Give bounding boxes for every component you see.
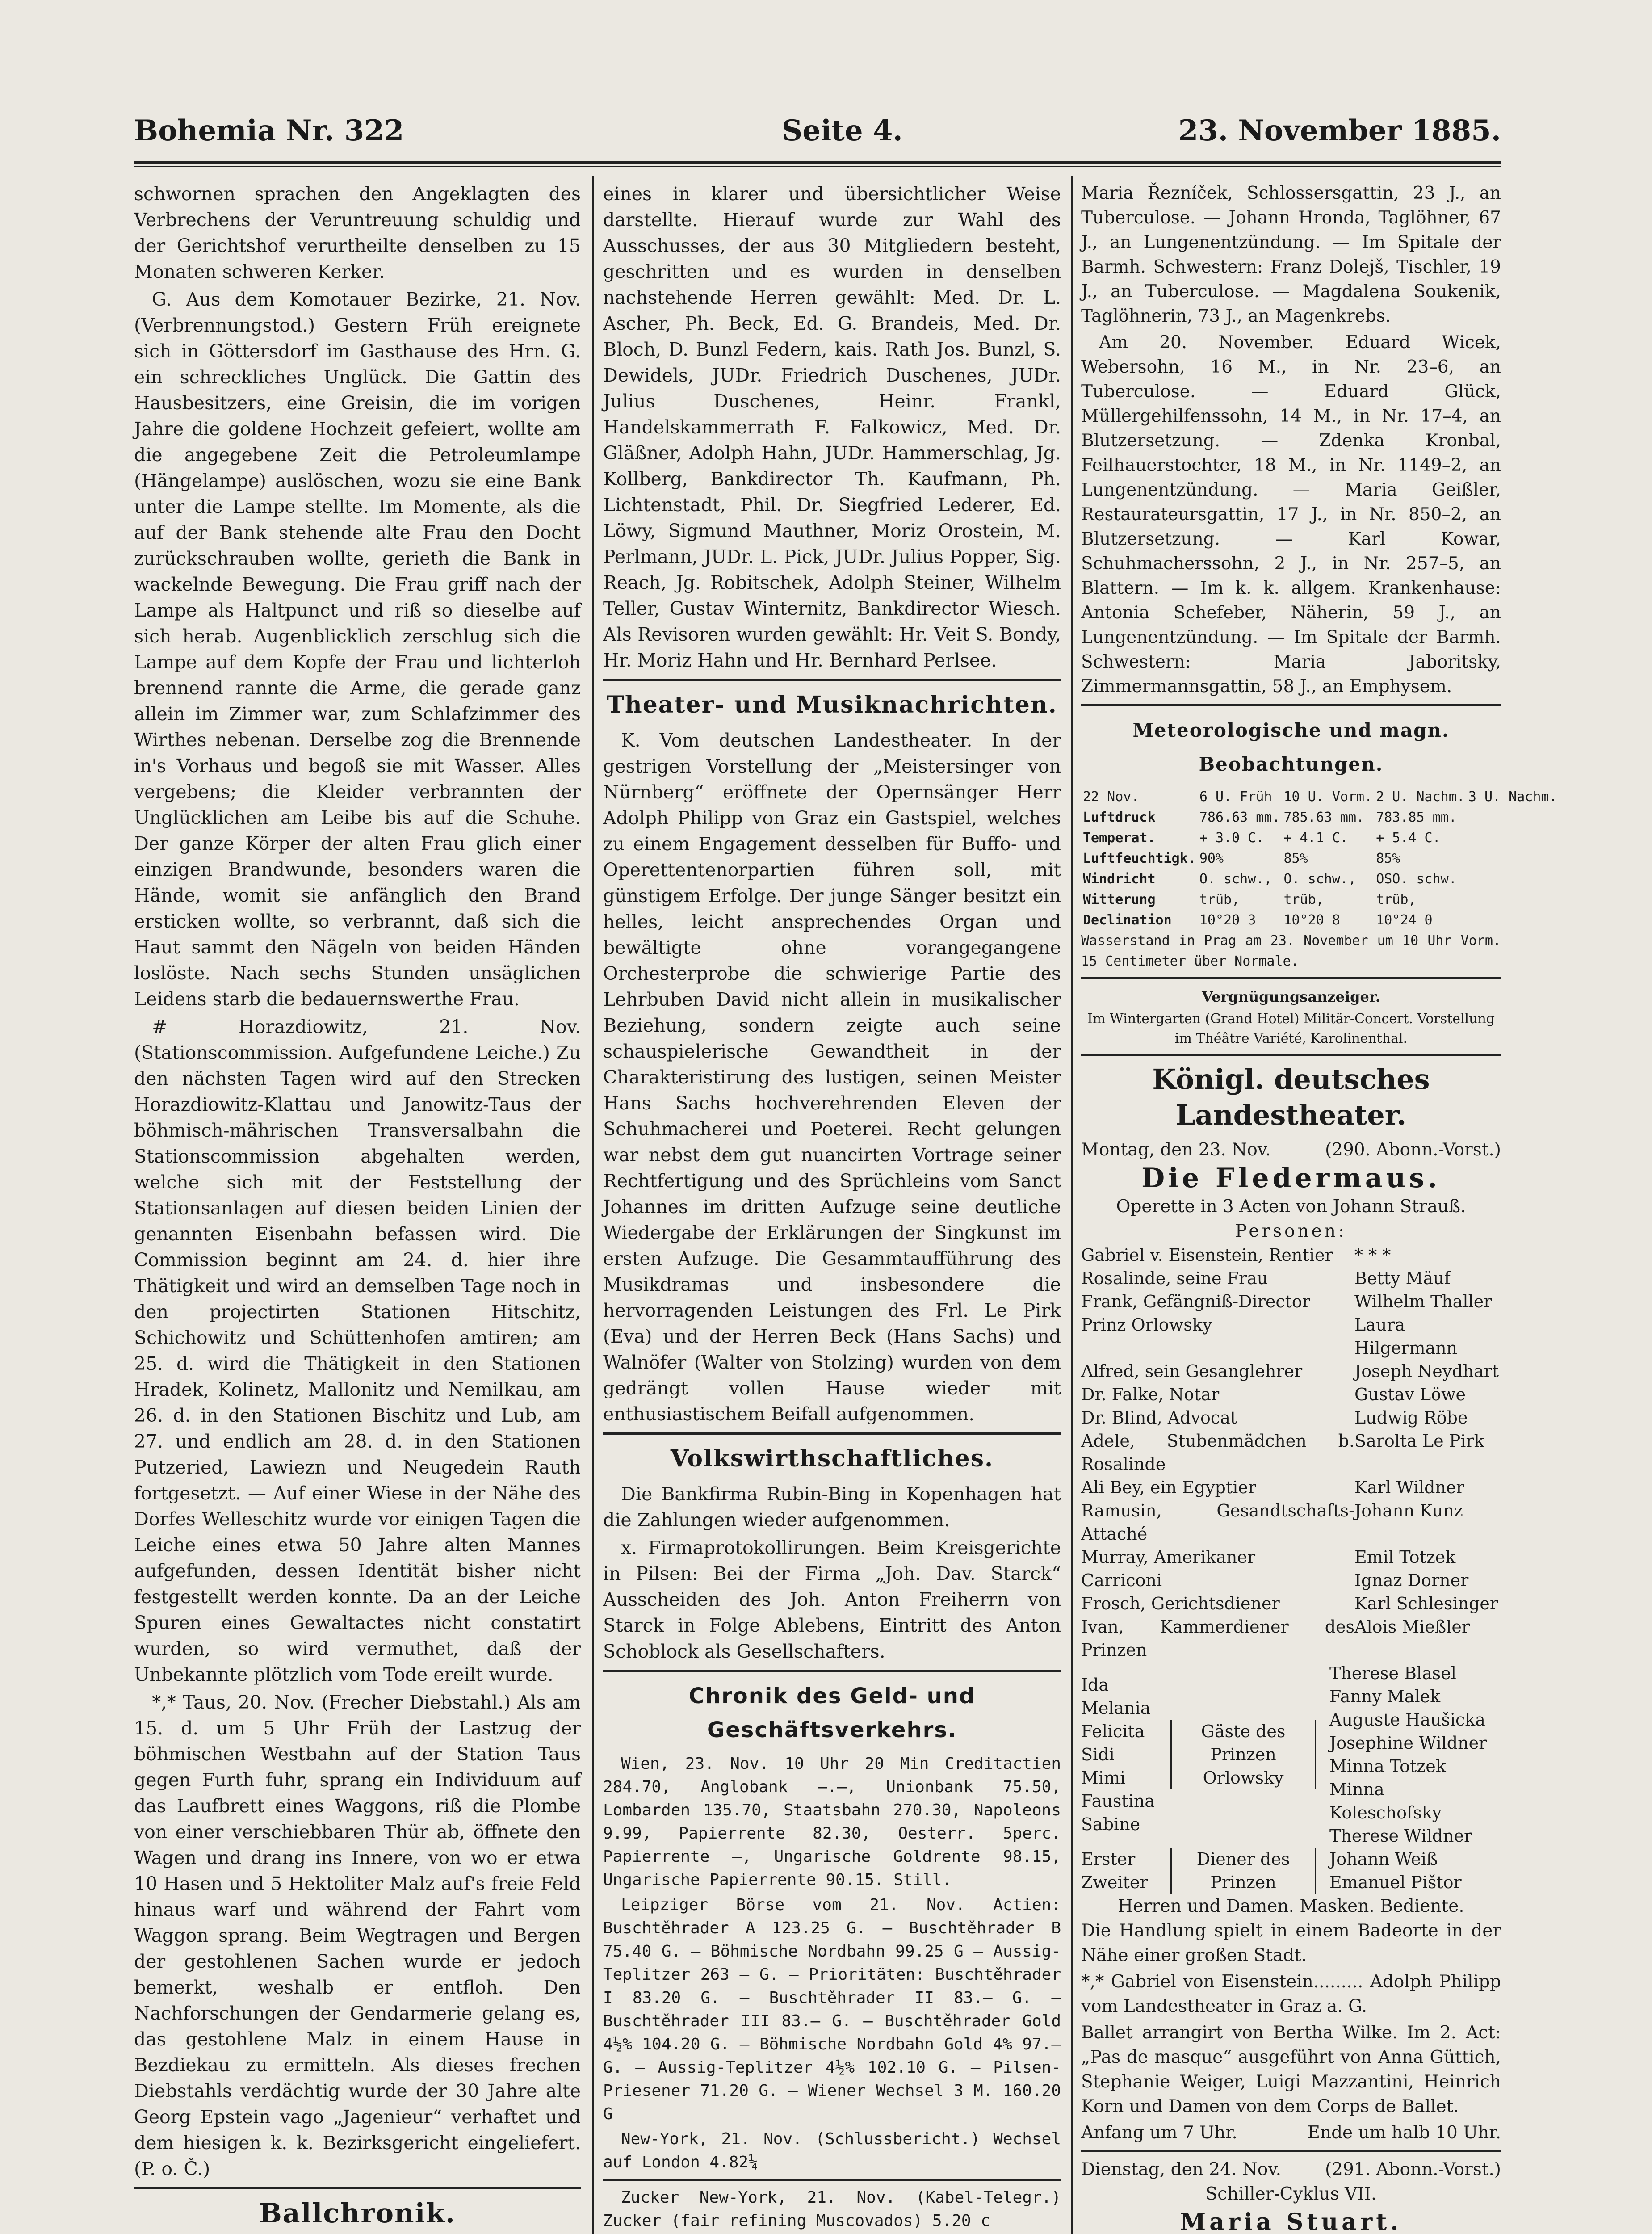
cast-row: Frosch, Gerichtsdiener Karl Schlesinger xyxy=(1081,1594,1498,1613)
diener-label: Diener des Prinzen xyxy=(1170,1848,1316,1894)
schiller-cyklus: Schiller-Cyklus VII. xyxy=(1205,2184,1377,2204)
section-rule xyxy=(603,679,1061,681)
cast-row: Ali Bey, ein Egyptier Karl Wildner xyxy=(1081,1478,1464,1497)
meteo-row: Witterung trüb, trüb, trüb, xyxy=(1083,892,1417,907)
article-horazdiowitz: # Horazdiowitz, 21. Nov. (Stationscommission. Aufgefundene Leiche.) Zu den nächsten Tagen wird auf den Strecken Horazdiowitz-Klattau und Janowitz-Taus der böhmisch-mährischen Transversalbahn die Stationscommission abgehalten werden, welche sich mit der Feststellung der Stationsanlagen auf diesen beiden Linien der genannten Eisenbahn befassen wird. Die Commission beginnt am 24. d. hier ihre Thätigkeit und wird an demselben Tage noch in den projectirten Stationen Hitschitz, Schichowitz und Schüttenhofen amtiren; am 25. d. wird die Thätigkeit in den Stationen Hradek, Kolinetz, Mallonitz und Nemilkau, am 26. d. in den Stationen Bischitz und Lub, am 27. und endlich am 28. d. in den Stationen Putzeried, Lawiezn und Neugedein Rauth fortgesetzt. — Auf einer Wiese in der Nähe des Dorfes Welleschitz wurde vor einigen Tagen die Leiche eines etwa 50 Jahre alten Mannes aufgefunden, dessen Identität bisher nicht festgestellt werden konnte. Da an der Leiche Spuren eines Gewaltactes nicht constatirt wurden, so wird vermuthet, daß der Unbekannte plötzlich vom Tode ereilt wurde. xyxy=(134,1016,581,1685)
cast-list xyxy=(1081,1243,1501,1894)
page-header xyxy=(134,114,1501,154)
article-landestheater: K. Vom deutschen Landestheater. In der gestrigen Vorstellung der „Meistersinger von Nürnberg“ eröffnete der Opernsänger Herr Adolph Philipp von Graz ein Gastspiel, welches zu einem Engagement desselben für Buffo- und Operettentenorpartien führen soll, mit günstigem Erfolge. Der junge Sänger besitzt ein helles, leicht ansprechendes Organ und bewältigte ohne vorangegangene Orchesterprobe die schwierige Partie des Lehrbuben David nicht allein in musikalischer Beziehung, sondern zeigte auch seine schauspielerische Gewandtheit in der Charakteristirung des lustigen, seinen Meister Hans Sachs hochverehrenden Eleven der Schuhmacherei und Poeterei. Recht gelungen war nebst dem gut nuancirten Vortrage seiner Rechtfertigung und des Sprüchleins vom Sanct Johannes im dritten Aufzuge seine deutliche Wiedergabe der Erklärungen der Singkunst im ersten Aufzuge. Die Gesammtaufführung des Musikdramas und insbesondere die hervorragenden Leistungen des Frl. Le Pirk (Eva) und der Herren Beck (Hans Sachs) und Walnöfer (Walter von Stolzing) wurden von dem gedrängt vollen Hause wieder mit enthusiastischem Beifall aufgenommen. xyxy=(603,730,1061,1425)
cast-row: Ivan, Kammerdiener des Prinzen Alois Mießler xyxy=(1081,1617,1470,1660)
cast-row: Prinz Orlowsky Laura Hilgermann xyxy=(1081,1315,1458,1358)
vergnuegungsanzeiger-title: Vergnügungsanzeiger. xyxy=(1202,988,1380,1005)
wasserstand: Wasserstand in Prag am 23. November um 10 Uhr Vorm. 15 Centimeter über Normale. xyxy=(1081,933,1501,969)
section-rule xyxy=(603,1432,1061,1435)
article-firmaprotokoll: x. Firmaprotokollirungen. Beim Kreisgerichte in Pilsen: Bei der Firma „Joh. Dav. Starck“ Ausscheiden des Joh. Anton Freiherrn von Starck in Folge Ablebens, Eintritt des Anton Schoblock als Gesellschafters. xyxy=(603,1537,1061,1662)
header-rule-thin xyxy=(134,166,1501,167)
column-2 xyxy=(603,181,1061,2234)
article-bankfirma: Die Bankfirma Rubin-Bing in Kopenhagen hat die Zahlungen wieder aufgenommen. xyxy=(603,1483,1061,1531)
article-verstorbene-cont: Maria Řezníček, Schlossersgattin, 23 J., an Tuberculose. — Johann Hronda, Taglöhner, 67 J., an Lungenentzündung. — Im Spitale der Barmh. Schwestern: Franz Dolejš, Tischler, 19 J., an Tuberculose. — Magdalena Soukenik, Taglöhnerin, 73 J., an Magenkrebs. xyxy=(1081,183,1501,326)
gaeste-roles: Ida Melania Felicita Sidi Mimi Faustina Sabine xyxy=(1081,1675,1155,1834)
cast-note-handlung: Die Handlung spielt in einem Badeorte in der Nähe einer großen Stadt. xyxy=(1081,1921,1501,1965)
cast-row: Alfred, sein Gesanglehrer Joseph Neydhart xyxy=(1081,1361,1499,1381)
header-rule xyxy=(134,161,1501,164)
cast-row: Frank, Gefängniß-Director Wilhelm Thaller xyxy=(1081,1292,1492,1311)
cast-row: Gabriel v. Eisenstein, Rentier * * * xyxy=(1081,1245,1391,1265)
cast-row: Dr. Falke, Notar Gustav Löwe xyxy=(1081,1385,1466,1404)
section-title-meteo: Meteorologische und magn. Beobachtungen. xyxy=(1132,719,1450,775)
diener-roles: Erster Zweiter xyxy=(1081,1849,1148,1892)
section-rule xyxy=(1081,977,1501,979)
cast-row: Murray, Amerikaner Emil Totzek xyxy=(1081,1547,1456,1567)
section-rule xyxy=(603,2179,1061,2181)
fledermaus-title: Die Fledermaus. xyxy=(1141,1163,1441,1194)
cast-note-ballet: Ballet arrangirt von Bertha Wilke. Im 2. Act: „Pas de masque“ ausgeführt von Anna Güttich, Stephanie Weiger, Luigi Mazzantini, Heinrich Korn und Damen von dem Corps de Ballet. xyxy=(1081,2023,1501,2116)
meteo-row: Declination 10°20 3 10°20 8 10°24 0 xyxy=(1083,912,1433,928)
meteo-header-row: 22 Nov. 6 U. Früh 10 U. Vorm. 2 U. Nachm. 3 U. Nachm. xyxy=(1083,789,1557,805)
page-number: Seite 4. xyxy=(782,114,903,147)
section-title-volkswirthschaft: Volkswirthschaftliches. xyxy=(670,1445,994,1472)
cast-note-gast: *,* Gabriel von Eisenstein......... Adolph Philipp vom Landestheater in Graz a. G. xyxy=(1081,1972,1501,2016)
article-komotau: G. Aus dem Komotauer Bezirke, 21. Nov. (Verbrennungstod.) Gestern Früh ereignete sich in Göttersdorf im Gasthause des Hrn. G. ein schreckliches Unglück. Die Gattin des Hausbesitzers, eine Greisin, die im vorigen Jahre die goldene Hochzeit gefeiert, wollte am die angegebene Zeit die Petroleumlampe (Hängelampe) auslöschen, wozu sie eine Bank unter die Lampe stellte. Im Momente, als die auf der Bank stehende alte Frau den Docht zurückschrauben wollte, gerieth die Bank in wackelnde Bewegung. Die Frau griff nach der Lampe als Haltpunct und riß so dieselbe auf sich herab. Augenblicklich zerschlug sich die Lampe auf dem Kopfe der Frau und lichterloh brennend rannte die Arme, die gerade ganz allein im Zimmer war, zum Schlafzimmer des Wirthes nebenan. Derselbe zog die Brennende in's Vorhaus und begoß sie mit Wasser. Alles vergebens; die Kleider verbrannten der Unglücklichen am Leibe bis auf die Schuhe. Der ganze Körper der alten Frau glich einer einzigen Brandwunde, besonders waren die Hände, womit sie anfänglich den Brand ersticken wollte, so verbrannt, daß sich die Haut sammt den Nägeln von beiden Händen loslöste. Nach sechs Stunden unsäglichen Leidens starb die bedauernswerthe Frau. xyxy=(134,289,581,1010)
column-1 xyxy=(134,181,581,2234)
meteo-row: Luftfeuchtigk. 90% 85% 85% xyxy=(1083,851,1400,866)
cast-row: Carriconi Ignaz Dorner xyxy=(1081,1571,1469,1590)
gaeste-group xyxy=(1081,1662,1501,1848)
diener-actors: Johann Weiß Emanuel Pištor xyxy=(1329,1849,1462,1892)
meteo-row: Windricht O. schw., O. schw., OSO. schw. xyxy=(1083,871,1457,887)
paper-name: Bohemia Nr. 322 xyxy=(134,114,404,147)
market-wien: Wien, 23. Nov. 10 Uhr 20 Min Creditactien 284.70, Anglobank —.—, Unionbank 75.50, Lombarden 135.70, Staatsbahn 270.30, Napoleons 9.99, Papierrente 82.30, Oesterr. 5perc. Papierrente —, Ungarische Goldrente 98.15, Ungarische Papierrente 90.15. Still. xyxy=(603,1755,1061,1889)
tuesday-line: Dienstag, den 24. Nov. (291. Abonn.-Vorst.) xyxy=(1081,2159,1501,2179)
maria-stuart-title: Maria Stuart. xyxy=(1180,2209,1402,2234)
diener-group xyxy=(1081,1848,1501,1894)
cast-row: Rosalinde, seine Frau Betty Mäuf xyxy=(1081,1268,1451,1288)
meteo-row: Temperat. + 3.0 C. + 4.1 C. + 5.4 C. xyxy=(1083,830,1441,846)
cast-row: Ramusin, Gesandtschafts-Attaché Johann Kunz xyxy=(1081,1501,1463,1544)
article-verdict-end: schwornen sprachen den Angeklagten des Verbrechens der Veruntreuung schuldig und der Gerichtshof verurtheilte denselben zu 15 Monaten schweren Kerker. xyxy=(134,183,581,282)
section-rule xyxy=(1081,704,1501,706)
column-divider-1 xyxy=(592,176,594,2234)
koenigl-theater-title: Königl. deutsches Landestheater. xyxy=(1152,1063,1430,1131)
fledermaus-subtitle: Operette in 3 Acten von Johann Strauß. xyxy=(1116,1197,1466,1217)
vergnuegungsanzeiger-text: Im Wintergarten (Grand Hotel) Militär-Concert. Vorstellung im Théâtre Variété, Karolinenthal. xyxy=(1087,1011,1495,1046)
gaeste-label: Gäste des Prinzen Orlowsky xyxy=(1170,1720,1316,1789)
cast-note-herren: Herren und Damen. Masken. Bediente. xyxy=(1118,1896,1464,1916)
section-rule xyxy=(134,2187,581,2189)
section-rule xyxy=(1081,2150,1501,2152)
cast-row: Adele, Stubenmädchen b. Rosalinde Sarolta Le Pirk xyxy=(1081,1431,1484,1474)
column-divider-2 xyxy=(1071,176,1073,2234)
market-newyork: New-York, 21. Nov. (Schlussbericht.) Wechsel auf London 4.82¼ xyxy=(603,2130,1061,2171)
market-leipzig: Leipziger Börse vom 21. Nov. Actien: Buschtěhrader A 123.25 G. — Buschtěhrader B 75.40 G. — Böhmische Nordbahn 99.25 G — Aussig-Teplitzer 263 — G. — Prioritäten: Buschtěhrader I 83.20 G. — Buschtěhrader II 83.— G. — Buschtěhrader III 83.— G. — Buschtěhrader Gold 4½% 104.20 G. — Böhmische Nordbahn Gold 4% 97.— G. — Aussig-Teplitzer 4½% 102.10 G. — Pilsen-Priesener 71.20 G. — Wiener Wechsel 3 M. 160.20 G xyxy=(603,1896,1061,2123)
section-rule xyxy=(603,1670,1061,1672)
article-verstorbene-20nov: Am 20. November. Eduard Wicek, Webersohn, 16 M., in Nr. 23–6, an Tuberculose. — Eduard Glück, Müllergehilfenssohn, 14 M., in Nr. 17–4, an Blutzersetzung. — Zdenka Kronbal, Feilhauerstochter, 18 M., in Nr. 1149–2, an Lungenentzündung. — Maria Geißler, Restaurateursgattin, 17 J., in Nr. 850–2, an Blutzersetzung. — Karl Kowar, Schuhmacherssohn, 2 J., in Nr. 257–5, an Blattern. — Im k. k. allgem. Krankenhause: Antonia Schefeber, Näherin, 59 J., an Lungenentzündung. — Im Spitale der Barmh. Schwestern: Maria Jaboritsky, Zimmermannsgattin, 58 J., an Emphysem. xyxy=(1081,332,1501,697)
article-taus: *,* Taus, 20. Nov. (Frecher Diebstahl.) Als am 15. d. um 5 Uhr Früh der Lastzug der böhmischen Westbahn auf der Station Taus gegen Furth fuhr, sprang ein Individuum auf das Laufbrett eines Waggons, riß die Plombe von einer verschiebbaren Thür ab, öffnete den Wagen und drang ins Innere, von wo er etwa 10 Hasen und 5 Hektoliter Malz auf's freie Feld hinaus warf und während der Fahrt vom Waggon sprang. Beim Wegtragen und Bergen der gestohlenen Sachen wurde er jedoch bemerkt, weshalb er entfloh. Den Nachforschungen der Gendarmerie gelang es, das gestohlene Malz in einem Hause in Bezdiekau zu ermitteln. Als dieses frechen Diebstahls verdächtig wurde der 30 Jahre alte Georg Epstein vago „Jagenieur“ verhaftet und dem hiesigen k. k. Bezirksgericht eingeliefert. (P. o. Č.) xyxy=(134,1692,581,2179)
section-title-theater: Theater- und Musiknachrichten. xyxy=(607,691,1057,718)
section-rule xyxy=(1081,1054,1501,1056)
meteo-table xyxy=(1081,787,1557,972)
personen-heading: Personen: xyxy=(1235,1221,1347,1241)
anfang-ende: Anfang um 7 Uhr. Ende um halb 10 Uhr. xyxy=(1081,2123,1501,2143)
article-centralverein-cont: eines in klarer und übersichtlicher Weise darstellte. Hierauf wurde zur Wahl des Ausschusses, der aus 30 Mitgliedern besteht, geschritten und es wurden in denselben nachstehende Herren gewählt: Med. Dr. L. Ascher, Ph. Beck, Ed. G. Brandeis, Med. Dr. Bloch, D. Bunzl Federn, kais. Rath Jos. Bunzl, S. Dewidels, JUDr. Friedrich Duschenes, JUDr. Julius Duschenes, Heinr. Frankl, Handelskammerrath F. Falkowicz, Med. Dr. Gläßner, Adolph Hahn, JUDr. Hammerschlag, Jg. Kollberg, Bankdirector Th. Kaufmann, Ph. Lichtenstadt, Phil. Dr. Siegfried Lederer, Ed. Löwy, Sigmund Mauthner, Moriz Orostein, M. Perlmann, JUDr. L. Pick, JUDr. Julius Popper, Sig. Reach, Jg. Robitschek, Adolph Steiner, Wilhelm Teller, Gustav Winternitz, Bankdirector Wiesch. Als Revisoren wurden gewählt: Hr. Veit S. Bondy, Hr. Moriz Hahn und Hr. Bernhard Perlsee. xyxy=(603,183,1061,671)
gaeste-actors: Therese Blasel Fanny Malek Auguste Haušicka Josephine Wildner Minna Totzek Minna Koleschofsky Therese Wildner xyxy=(1329,1663,1487,1846)
column-3 xyxy=(1081,181,1557,2234)
section-title-chronik: Chronik des Geld- und Geschäftsverkehrs. xyxy=(688,1684,976,1743)
issue-date: 23. November 1885. xyxy=(1178,114,1501,147)
cast-row: Dr. Blind, Advocat Ludwig Röbe xyxy=(1081,1408,1468,1428)
monday-line: Montag, den 23. Nov. (290. Abonn.-Vorst.) xyxy=(1081,1140,1501,1160)
market-zucker: Zucker New-York, 21. Nov. (Kabel-Telegr.) Zucker (fair refining Muscovados) 5.20 c xyxy=(603,2188,1061,2230)
section-title-ballchronik: Ballchronik. xyxy=(259,2198,456,2229)
meteo-row: Luftdruck 786.63 mm. 785.63 mm. 783.85 mm. xyxy=(1083,810,1457,825)
